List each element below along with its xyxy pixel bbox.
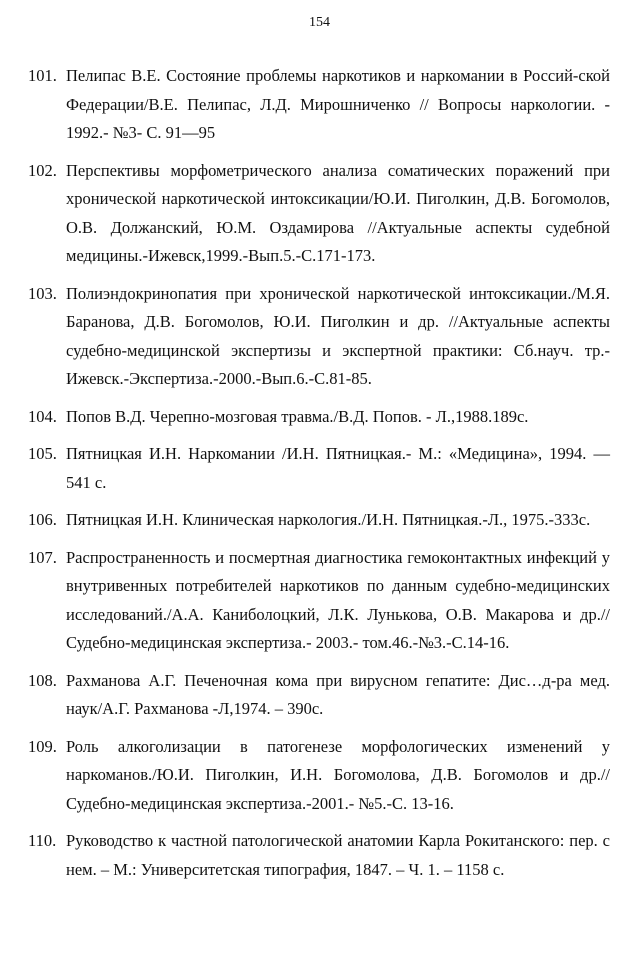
reference-number: 101. bbox=[28, 66, 57, 85]
reference-item bbox=[28, 403, 610, 432]
reference-item bbox=[28, 733, 610, 819]
reference-text: Пелипас В.Е. Состояние проблемы наркотиков и наркомании в Россий-ской Федерации/В.Е. Пелипас, Л.Д. Мирошниченко // Вопросы наркологии. - 1992.- №3- С. 91—95 bbox=[66, 66, 610, 142]
reference-item bbox=[28, 440, 610, 497]
reference-text: Распространенность и посмертная диагностика гемоконтактных инфекций у внутривенных потребителей наркотиков по данным судебно-медицинских исследований./А.А. Каниболоцкий, Л.К. Лунькова, О.В. Макарова и др.// Судебно-медицинская экспертиза.- 2003.- том.46.-№3.-С.14-16. bbox=[66, 547, 610, 652]
reference-number: 105. bbox=[28, 444, 57, 463]
reference-list bbox=[28, 62, 610, 893]
reference-number: 110. bbox=[28, 831, 57, 850]
reference-text: Пятницкая И.Н. Наркомании /И.Н. Пятницкая.- М.: «Медицина», 1994. — 541 с. bbox=[66, 444, 610, 492]
reference-item bbox=[28, 544, 610, 658]
reference-item bbox=[28, 506, 610, 535]
page-number: 154 bbox=[309, 15, 330, 30]
reference-item bbox=[28, 157, 610, 271]
reference-number: 107. bbox=[28, 547, 57, 567]
reference-text: Роль алкоголизации в патогенезе морфологических изменений у наркоманов./Ю.И. Пиголкин, И.Н. Богомолова, Д.В. Богомолов и др.//Судебно-медицинская экспертиза.-2001.- №5.-С. 13-16. bbox=[66, 736, 610, 813]
reference-text: Попов В.Д. Черепно-мозговая травма./В.Д. Попов. - Л.,1988.189с. bbox=[66, 406, 529, 426]
reference-text: Перспективы морфометрического анализа соматических поражений при хронической наркотической интоксикации/Ю.И. Пиголкин, Д.В. Богомолов, О.В. Должанский, Ю.М. Оздамирова //Актуальные аспекты судебной медицины.-Ижевск,1999.-Вып.5.-С.171-173. bbox=[66, 160, 610, 265]
reference-text: Рахманова А.Г. Печеночная кома при вирусном гепатите: Дис…д-ра мед. наук/А.Г. Рахманова -Л,1974. – 390с. bbox=[66, 670, 610, 718]
reference-text: Руководство к частной патологической анатомии Карла Рокитанского: пер. с нем. – М.: Университетская типография, 1847. – Ч. 1. – 1158 с. bbox=[66, 831, 610, 879]
reference-item bbox=[28, 280, 610, 394]
reference-number: 104. bbox=[28, 406, 57, 426]
reference-text: Пятницкая И.Н. Клиническая наркология./И.Н. Пятницкая.-Л., 1975.-333с. bbox=[66, 510, 591, 529]
reference-text: Полиэндокринопатия при хронической наркотической интоксикации./М.Я. Баранова, Д.В. Богомолов, Ю.И. Пиголкин и др. //Актуальные аспекты судебно-медицинской экспертизы и экспертной практики: Сб.науч. тр.-Ижевск.-Экспертиза.-2000.-Вып.6.-С.81-85. bbox=[66, 283, 610, 388]
reference-number: 103. bbox=[28, 283, 57, 303]
reference-number: 108. bbox=[28, 670, 57, 690]
reference-number: 106. bbox=[28, 510, 57, 529]
reference-number: 102. bbox=[28, 160, 57, 180]
reference-item bbox=[28, 667, 610, 724]
reference-number: 109. bbox=[28, 736, 57, 756]
reference-item bbox=[28, 827, 610, 884]
reference-item bbox=[28, 62, 610, 148]
